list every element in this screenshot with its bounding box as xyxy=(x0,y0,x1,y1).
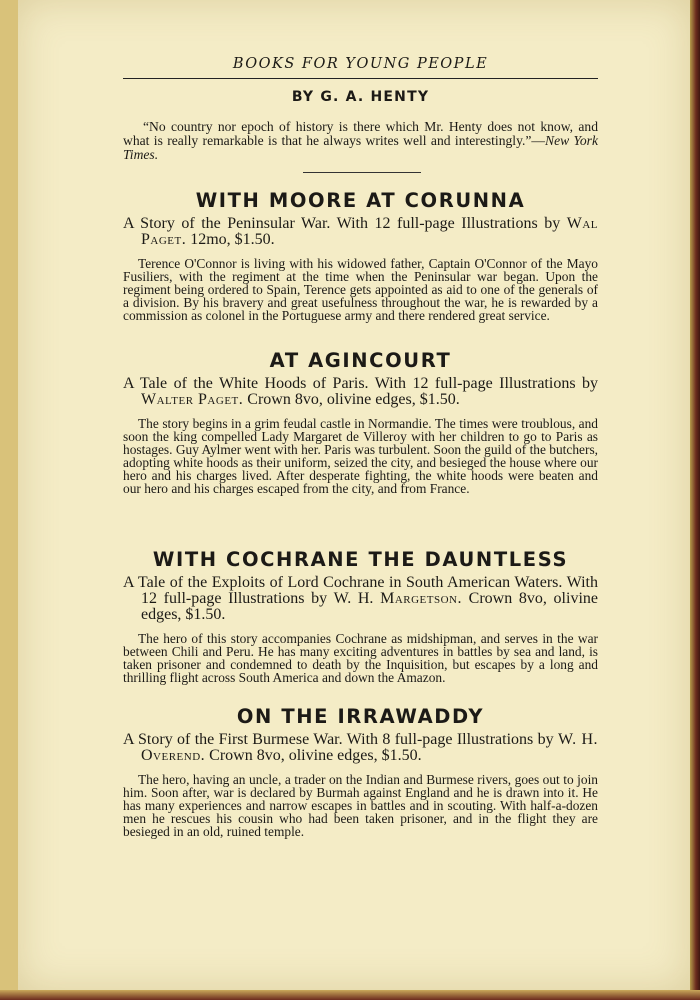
subtitle-price: Crown 8vo, olivine edges, $1.50. xyxy=(243,391,460,408)
quote-source: New York Times. xyxy=(123,132,598,162)
book-subtitle xyxy=(123,575,598,623)
book-entry xyxy=(123,706,598,838)
book-title: WITH MOORE AT CORUNNA xyxy=(195,189,526,212)
illustrator-name: Wal Paget. xyxy=(141,215,598,248)
illustrator-name: Margetson. xyxy=(380,590,462,607)
page-edge-right xyxy=(690,0,700,1000)
book-description: Terence O'Connor is living with his widowed father, Captain O'Connor of the Mayo Fusiliers, with the regiment at the time when the Peninsular war began. Upon the regiment being ordered to Spain, Terence gets appointed as aid to one of the generals of a division. By his bravery and great usefulness throughout the war, he is rewarded by a commission as colonel in the Portuguese army and there rendered great service. xyxy=(123,256,598,323)
book-subtitle xyxy=(123,732,598,764)
quote-text: “No country nor epoch of history is there which Mr. Henty does not know, and what is really remarkable is that he always writes well and interestingly.”— xyxy=(123,118,598,148)
subtitle-text: A Tale of the Exploits of Lord Cochrane in South American Waters. With 12 full-page Illustrations by W. H. xyxy=(123,574,598,607)
book-entry xyxy=(123,190,598,322)
subtitle-text: A Story of the Peninsular War. With 12 full-page Illustrations by xyxy=(123,215,567,232)
book-page xyxy=(18,0,690,990)
book-title: ON THE IRRAWADDY xyxy=(236,705,485,728)
section-divider xyxy=(303,172,421,173)
book-subtitle xyxy=(123,216,598,248)
book-title: WITH COCHRANE THE DAUNTLESS xyxy=(152,548,569,571)
subtitle-price: Crown 8vo, olivine edges, $1.50. xyxy=(205,747,422,764)
book-description: The story begins in a grim feudal castle in Normandie. The times were troublous, and soon the king compelled Lady Margaret de Villeroy with her children to go to Paris as hostages. Guy Aylmer went with her. Paris was turbulent. Soon the guild of the butchers, adopting white hoods as their uniform, seized the city, and besieged the house where our hero and his charges lived. After desperate fighting, the white hoods were beaten and our hero and his charges escaped from the city, and from France. xyxy=(123,416,598,496)
subtitle-price: Crown 8vo, olivine edges, $1.50. xyxy=(141,590,598,623)
running-head: BOOKS FOR YOUNG PEOPLE xyxy=(232,56,489,72)
subtitle-text: A Story of the First Burmese War. With 8 full-page Illustrations by xyxy=(123,731,558,748)
press-quote xyxy=(123,120,598,162)
book-description: The hero, having an uncle, a trader on the Indian and Burmese rivers, goes out to join him. Soon after, war is declared by Burmah against England and he is drawn into it. He has many experiences and narrow escapes in battles and in scouting. With half-a-dozen men he rescues his cousin who had been taken prisoner, and in the flight they are besieged in an old, ruined temple. xyxy=(123,772,598,839)
book-description: The hero of this story accompanies Cochrane as midshipman, and serves in the war between Chili and Peru. He has many exciting adventures in battles by sea and land, is taken prisoner and condemned to death by the Inquisition, but escapes by a long and thrilling flight across South America and down the Amazon. xyxy=(123,631,598,685)
author-heading: BY G. A. HENTY xyxy=(291,89,430,105)
subtitle-text: A Tale of the White Hoods of Paris. With 12 full-page Illustrations by xyxy=(123,375,598,392)
book-title: AT AGINCOURT xyxy=(269,349,452,372)
book-entry xyxy=(123,350,598,495)
book-subtitle xyxy=(123,376,598,408)
illustrator-name: Walter Paget. xyxy=(141,391,244,408)
book-entry xyxy=(123,549,598,684)
header-rule xyxy=(123,78,598,79)
subtitle-price: 12mo, $1.50. xyxy=(186,231,275,248)
illustrator-name: W. H. Overend. xyxy=(141,731,599,764)
page-edge-bottom xyxy=(0,990,700,1000)
